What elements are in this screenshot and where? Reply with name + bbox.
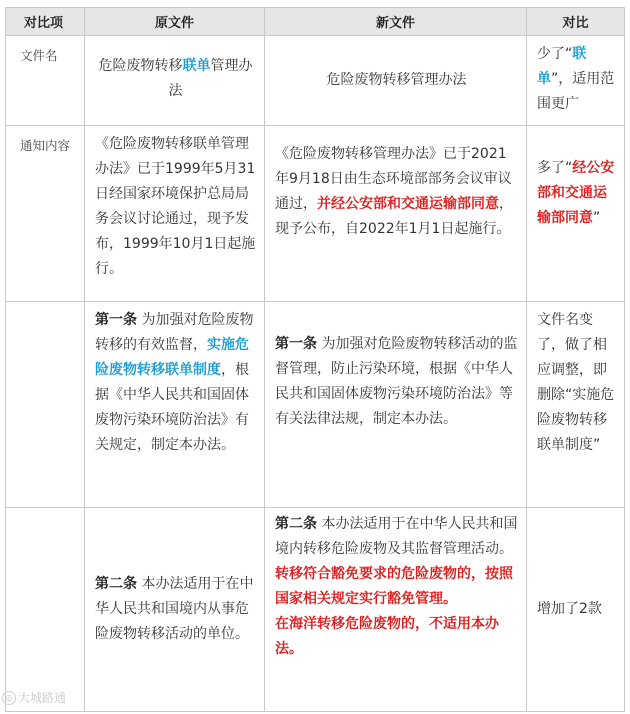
compare-cell: 文件名变了，做了相应调整，即删除“实施危险废物转移联单制度” <box>527 302 625 508</box>
compare-cell: 少了“联单”，适用范围更广 <box>527 36 625 126</box>
compare-cell: 增加了2款 <box>527 508 625 712</box>
header-compare: 对比 <box>527 8 625 36</box>
original-cell: 危险废物转移联单管理办法 <box>85 36 265 126</box>
table-row <box>6 126 625 302</box>
table-row <box>6 508 625 712</box>
new-cell: 第二条 本办法适用于在中华人民共和国境内转移危险废物及其监督管理活动。 转移符合豁免要求的危险废物的，按照国家相关规定实行豁免管理。 在海洋转移危险废物的，不适用本办法。 <box>265 508 527 712</box>
comparison-table <box>5 7 625 712</box>
header-item: 对比项 <box>6 8 85 36</box>
new-cell: 危险废物转移管理办法 <box>265 36 527 126</box>
table-row <box>6 302 625 508</box>
compare-cell: 多了“经公安部和交通运输部同意” <box>527 126 625 302</box>
original-cell: 第二条 本办法适用于在中华人民共和国境内从事危险废物转移活动的单位。 <box>85 508 265 712</box>
original-cell: 《危险废物转移联单管理办法》已于1999年5月31日经国家环境保护总局局务会议讨论通过，现予发布，1999年10月1日起施行。 <box>85 126 265 302</box>
row-label: 文件名 <box>6 36 85 126</box>
new-cell: 《危险废物转移管理办法》已于2021年9月18日由生态环境部部务会议审议通过，并经公安部和交通运输部同意，现予公布，自2022年1月1日起施行。 <box>265 126 527 302</box>
header-row <box>6 8 625 36</box>
header-new: 新文件 <box>265 8 527 36</box>
row-label <box>6 508 85 712</box>
row-label <box>6 302 85 508</box>
original-cell: 第一条 为加强对危险废物转移的有效监督，实施危险废物转移联单制度，根据《中华人民共和国固体废物污染环境防治法》有关规定，制定本办法。 <box>85 302 265 508</box>
row-label: 通知内容 <box>6 126 85 302</box>
table-row <box>6 36 625 126</box>
watermark-logo-icon: ◎ <box>2 691 16 705</box>
watermark: ◎ 大城路通 <box>2 690 68 705</box>
header-original: 原文件 <box>85 8 265 36</box>
new-cell: 第一条 为加强对危险废物转移活动的监督管理，防止污染环境，根据《中华人民共和国固体废物污染环境防治法》等有关法律法规，制定本办法。 <box>265 302 527 508</box>
